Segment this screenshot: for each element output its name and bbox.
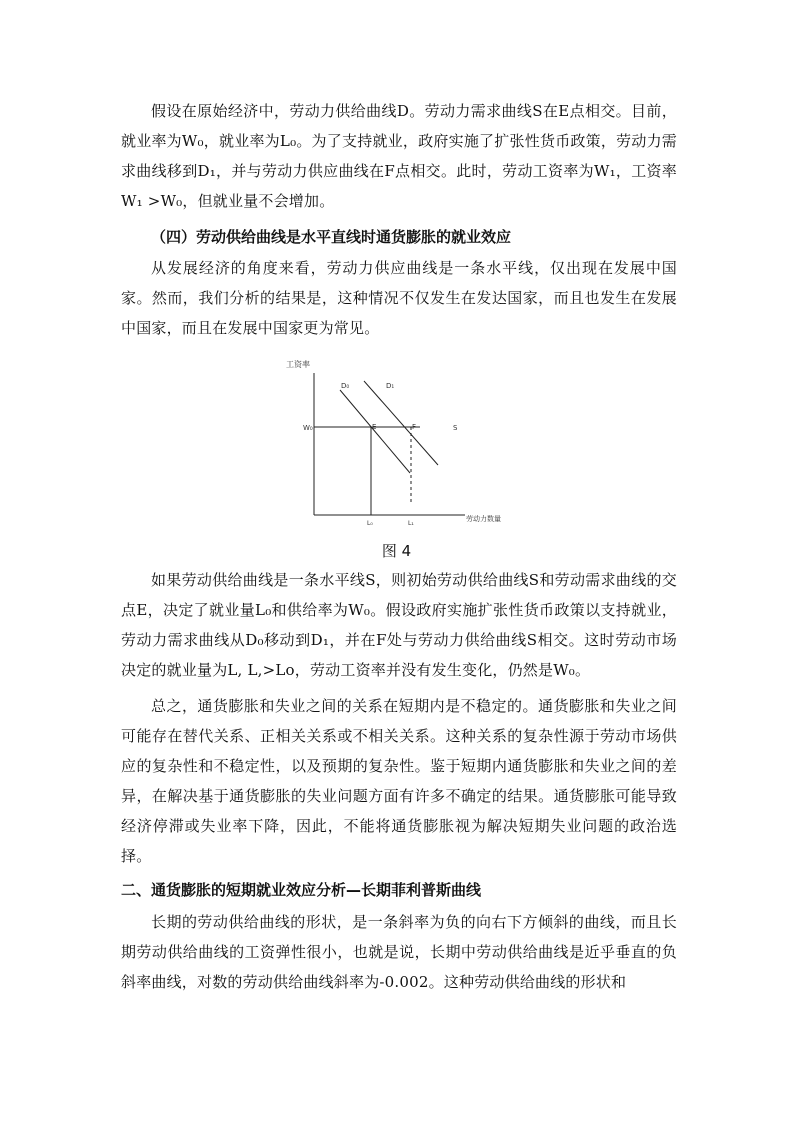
figure-caption: 图 4	[381, 542, 412, 560]
demand-curve-d0	[340, 390, 410, 473]
x-axis-label: 劳动力数量	[466, 515, 501, 523]
paragraph-original-economy: 假设在原始经济中，劳动力供给曲线D。劳动力需求曲线S在E点相交。目前，就业率为W₀，就业率为L₀。为了支持就业，政府实施了扩张性货币政策，劳动力需求曲线移到D₁，并与劳动力供应曲线在F点相交。此时，劳动工资率为W₁，工资率W₁ >W₀，但就业量不会增加。	[121, 102, 677, 210]
paragraph-horizontal-supply-analysis: 如果劳动供给曲线是一条水平线S，则初始劳动供给曲线S和劳动需求曲线的交点E，决定了就业量L₀和供给率为W₀。假设政府实施扩张性货币政策以支持就业，劳动力需求曲线从D₀移动到D₁，并在F处与劳动力供给曲线S相交。这时劳动市场决定的就业量为L, L,>Lo，劳动工资率并没有发生变化，仍然是W₀。	[121, 571, 677, 679]
paragraph-developing-economy: 从发展经济的角度来看，劳动力供应曲线是一条水平线，仅出现在发展中国家。然而，我们分析的结果是，这种情况不仅发生在发达国家，而且也发生在发展中国家，而且在发展中国家更为常见。	[121, 259, 677, 337]
f-label: F	[412, 423, 417, 431]
labor-market-diagram	[286, 355, 515, 530]
e-label: E	[372, 423, 377, 431]
section-heading-long-run-phillips: 二、通货膨胀的短期就业效应分析—长期菲利普斯曲线	[121, 881, 482, 899]
paragraph-long-run-supply: 长期的劳动供给曲线的形状，是一条斜率为负的向右下方倾斜的曲线，而且长期劳动供给曲线的工资弹性很小，也就是说，长期中劳动供给曲线是近乎垂直的负斜率曲线，对数的劳动供给曲线斜率为-0.002。这种劳动供给曲线的形状和	[121, 913, 677, 991]
s-label: S	[453, 424, 458, 432]
section-heading-horizontal-supply: （四）劳动供给曲线是水平直线时通货膨胀的就业效应	[151, 228, 512, 246]
paragraph-conclusion: 总之，通货膨胀和失业之间的关系在短期内是不稳定的。通货膨胀和失业之间可能存在替代关系、正相关关系或不相关关系。这种关系的复杂性源于劳动市场供应的复杂性和不稳定性，以及预期的复杂性。鉴于短期内通货膨胀和失业之间的差异，在解决基于通货膨胀的失业问题方面有许多不确定的结果。通货膨胀可能导致经济停滞或失业率下降，因此，不能将通货膨胀视为解决短期失业问题的政治选择。	[121, 697, 677, 865]
l1-label: L₁	[408, 520, 414, 527]
y-axis-label: 工资率	[286, 360, 310, 369]
d0-label: D₀	[341, 382, 350, 390]
l0-label: L₀	[367, 520, 373, 527]
w0-label: W₀	[303, 424, 313, 432]
d1-label: D₁	[386, 382, 395, 390]
labor-market-figure	[286, 355, 515, 530]
